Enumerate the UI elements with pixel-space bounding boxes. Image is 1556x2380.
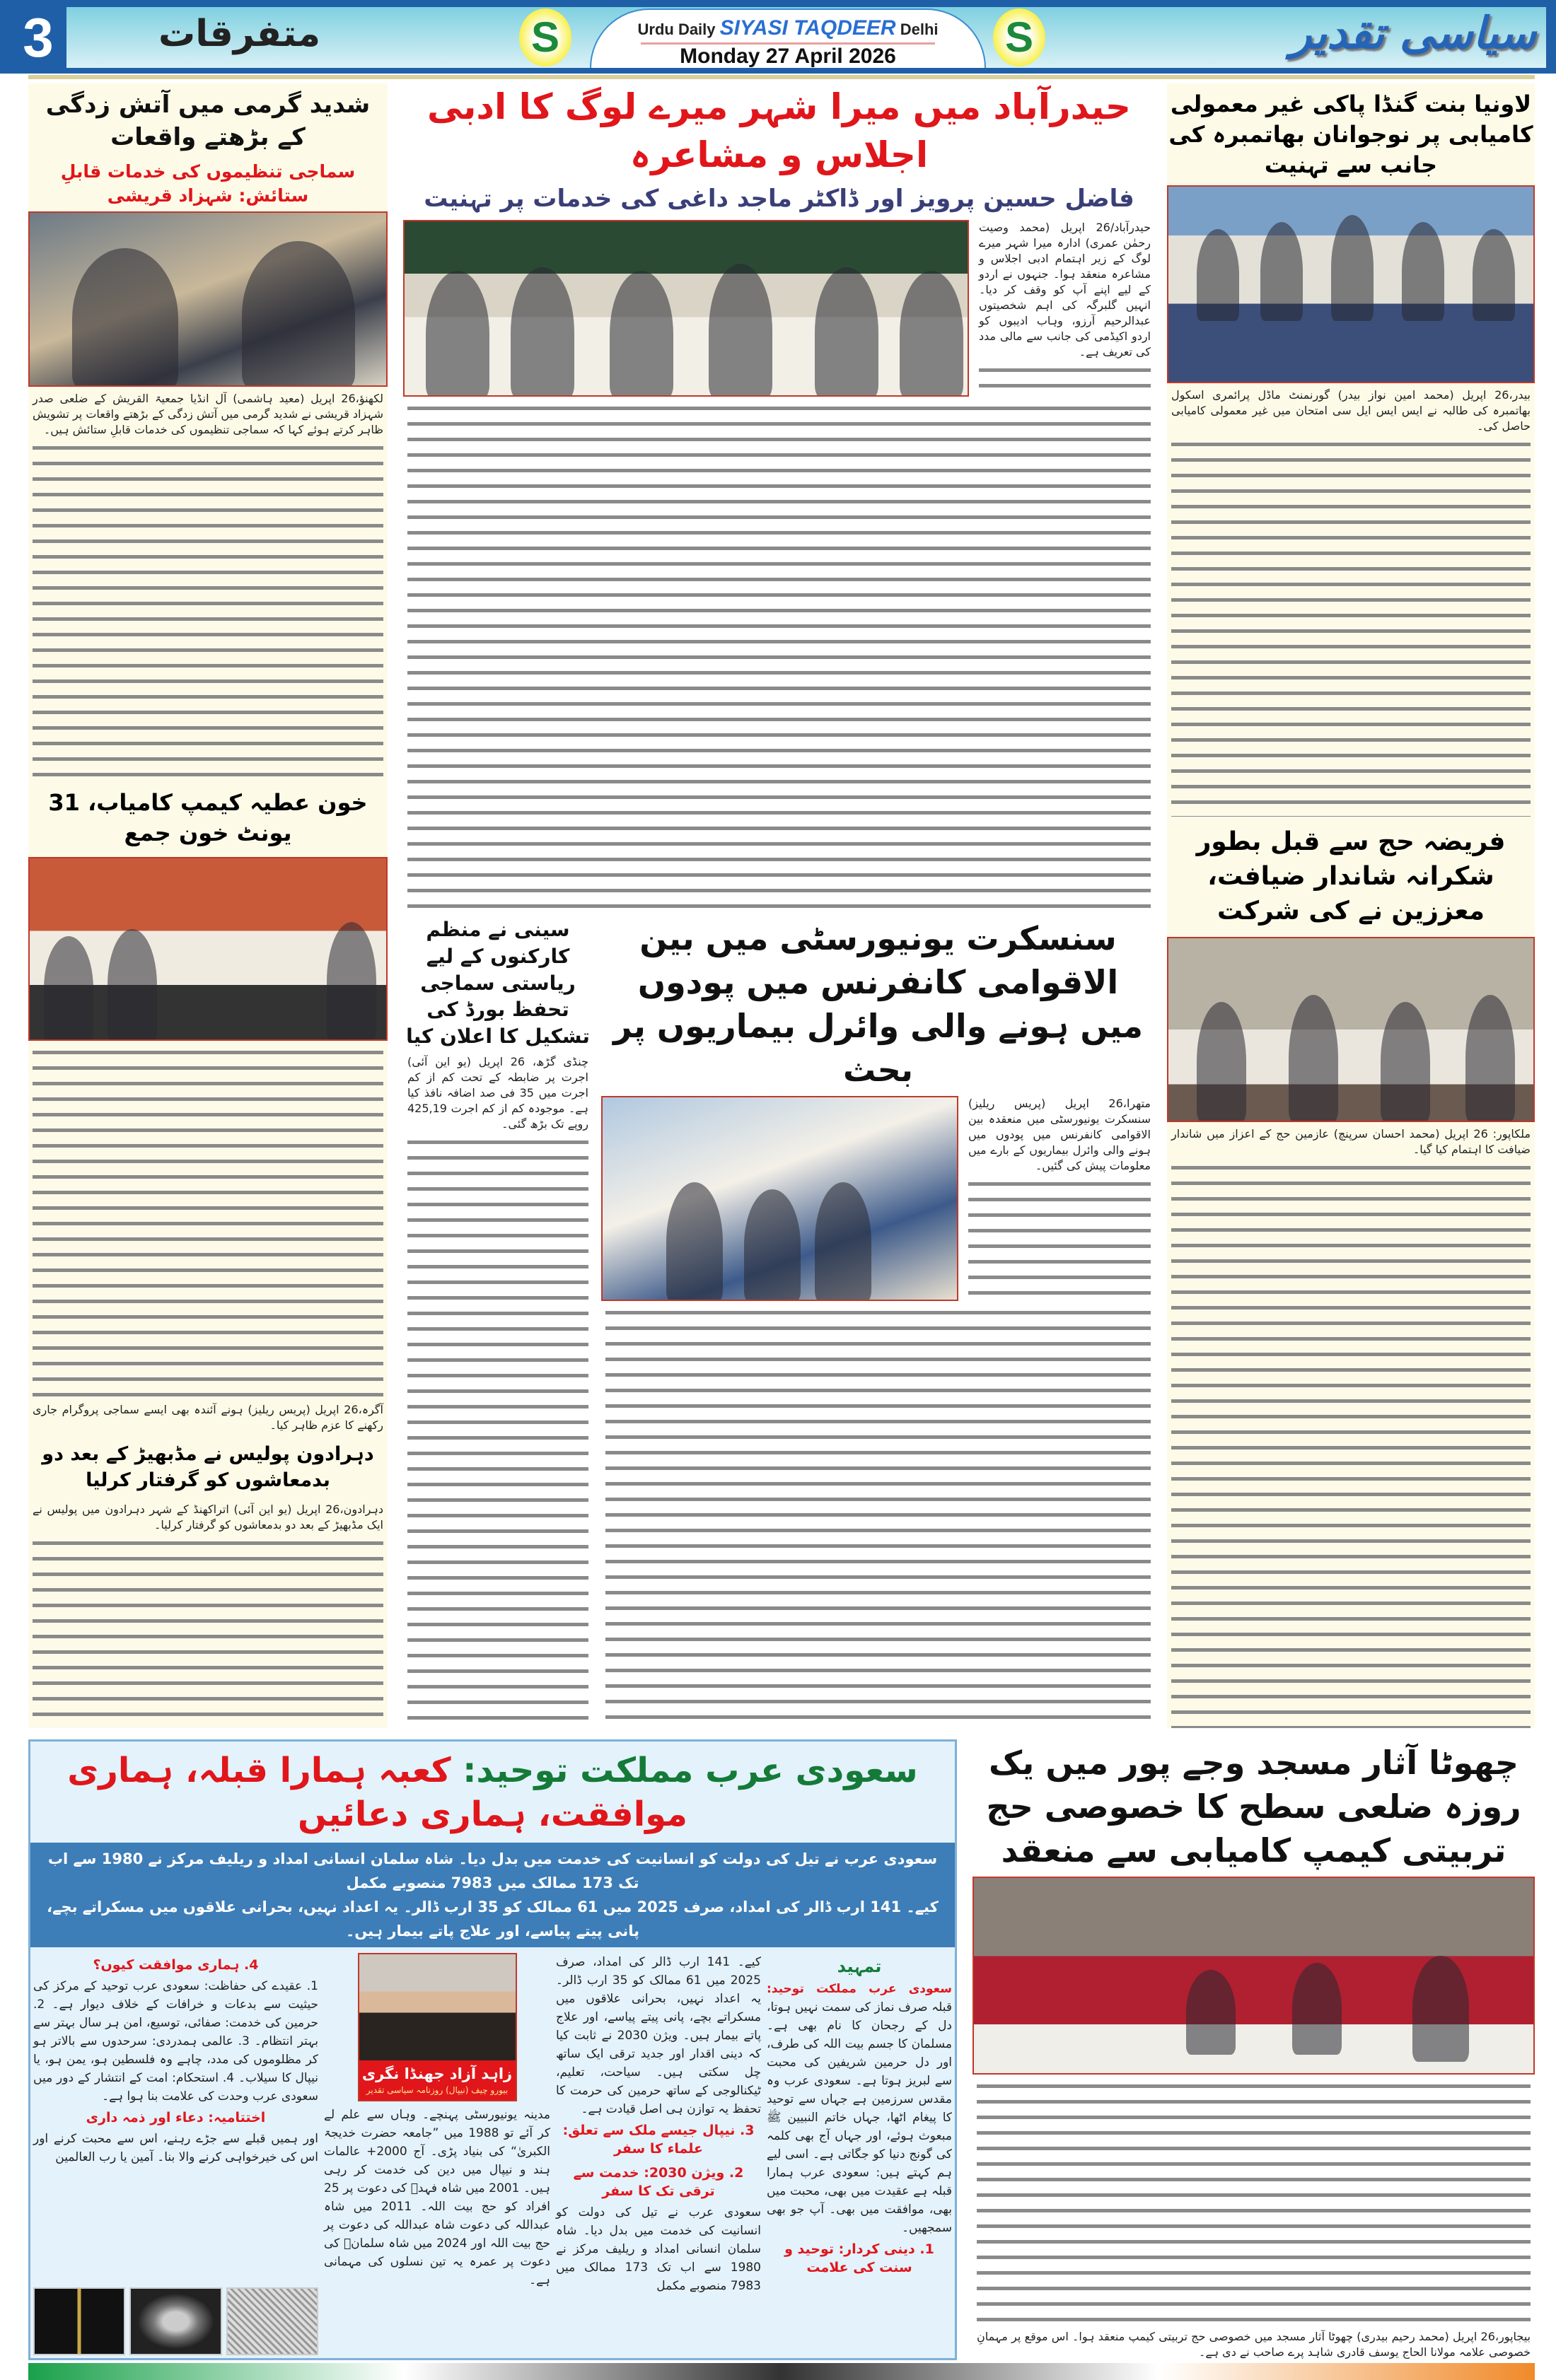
author-title: بیورو چیف (نیپال) روزنامہ سیاسی تقدیر	[366, 2084, 509, 2095]
article-photo-row	[601, 1096, 1155, 1301]
feature-column	[324, 1953, 550, 2355]
feature-summary-band	[30, 1843, 955, 1947]
feature-intro	[767, 1953, 952, 2355]
article-body	[1167, 1126, 1535, 1728]
feature-column	[556, 1953, 761, 2355]
article-headline: فریضہ حج سے قبل بطور شکرانہ شاندار ضیافت، معززین نے کی شرکت	[1196, 827, 1506, 926]
summary-line: سعودی عرب نے تیل کی دولت کو انسانیت کی خدمت میں بدل دیا۔ شاہ سلمان انسانی امداد و ریلیف مرکز نے 1980 سے اب تک 173 ممالک میں 7983 منصوبے مکمل	[47, 1850, 938, 1891]
masthead-bar	[0, 0, 1556, 74]
article-body	[28, 1045, 388, 1433]
right-column	[1167, 83, 1535, 1728]
tricolor-footer-bar	[28, 2363, 1535, 2380]
article-body	[403, 1054, 593, 1728]
body-text: بیدر،26 اپریل (محمد امین نواز بیدر) گورنمنٹ ماڈل پرائمری اسکول بھاتمبرہ کی طالبہ نے ایس ایس ایل سی امتحان میں غیر معمولی کامیابی حاصل کی۔	[1171, 387, 1531, 433]
body-text: لکھنؤ،26 اپریل (معید ہاشمی) آل انڈیا جمعیۃ القریش کے ضلعی صدر شہزاد قریشی نے شدید گرمی میں آتش زدگی کے بڑھتے واقعات پر تشویش ظاہر کرتے ہوئے کہا کہ سماجی تنظیموں کی خدمات قابلِ ستائش ہیں۔	[33, 392, 383, 437]
headline-part: سعودی عرب مملکت توحید:	[463, 1751, 918, 1790]
author-portrait	[359, 1954, 516, 2060]
body-text: دہرادون،26 اپریل (یو این آئی) اتراکھنڈ کے شہر دہرادون میں پولیس نے ایک مڈبھیڑ کے بعد دو بدمعاشوں کو گرفتار کرلیا۔	[33, 1503, 383, 1532]
article-headline: خون عطیہ کیمپ کامیاب، 31 یونٹ خون جمع	[48, 789, 368, 847]
masthead-logo: سیاسی تقدیر	[1290, 7, 1536, 59]
divider	[28, 75, 1535, 79]
body-text: مدینہ یونیورسٹی پہنچے۔ وہاں سے علم لے کر آئے تو 1988 میں ”جامعہ حضرت خدیجۃ الکبریٰ“ کی بنیاد پڑی۔ آج 2000+ عالمات ہند و نیپال میں دین کی خدمت کر رہی ہیں۔ 2001 میں شاہ فہدؒ کی دعوت پر 25 افراد کو حج بیت اللہ۔ 2011 میں شاہ عبداللہ کی دعوت شاہ عبداللہ کی دعوت پر حج بیت اللہ اور 2024 میں شاہ سلمانؒ کی دعوت پر عمرہ یہ تین نسلوں کی مہمانی ہے۔	[324, 2107, 550, 2287]
body-text: چنڈی گڑھ، 26 اپریل (یو این آئی) اجرت پر ضابطہ کے تحت کم از کم اجرت میں 35 فی صد اضافہ نافذ کیا ہے۔ موجودہ کم از کم اجرت 425,19 روپے تک بڑھ گئی۔	[407, 1054, 588, 1131]
section-title: 1. دینی کردار: توحید و سنت کی علامت	[784, 2241, 934, 2275]
body-text: ملکاپور: 26 اپریل (محمد احسان سرپنچ) عازمین حج کے اعزاز میں شاندار ضیافت کا اہتمام کیا گیا۔	[1171, 1127, 1531, 1157]
issue-date: Monday 27 April 2026	[641, 42, 935, 69]
paper-city: Delhi	[900, 21, 939, 38]
section-title: متفرقات	[158, 13, 321, 55]
section-title: 2. ویژن 2030: خدمت سے ترقی تک کا سفر	[573, 2164, 744, 2199]
feature-box	[28, 1739, 957, 2360]
article-photo	[1167, 937, 1535, 1122]
article-photo	[28, 857, 388, 1041]
body-text: حیدرآباد/26 اپریل (محمد وصیت رحمٰن عمری) ادارہ میرا شہر میرے لوگ کے زیر اہتمام ادبی اجلاس و مشاعرہ منعقد ہوا۔ جنہوں نے اردو کے لیے اپنے آپ کو وقف کر دیا۔ انہیں گلبرگہ کی اہم شخصیتوں عبدالرحیم آرزو، وہاب ادیبوں کو اردو اکیڈمی کی جانب سے مالی مدد کی تعریف ہے۔	[979, 220, 1151, 358]
main-photo	[403, 220, 969, 397]
article-body-columns	[601, 1305, 1155, 1728]
article-headline: دہرادون پولیس نے مڈبھیڑ کے بعد دو بدمعاشوں کو گرفتار کرلیا	[42, 1443, 374, 1491]
section-title: 3. نیپال جیسے ملک سے تعلق: علماء کا سفر	[562, 2122, 755, 2157]
body-text: 1. عقیدے کی حفاظت: سعودی عرب توحید کے مرکز کی حیثیت سے بدعات و خرافات کے خلاف دیوار ہے۔ 2. حرمین کی خدمت: صفائی، توسیع، امن ہر سال بہتر سے بہتر انتظام۔ 3. عالمی ہمدردی: سرحدوں سے بالاتر ہو کر مظلوموں کی مدد، چاہے وہ فلسطین ہو، یمن ہو، یا نیپال کا سیلاب۔ 4. استحکام: امت کے انتشار کے دور میں سعودی عرب وحدت کی علامت بنا ہوا ہے۔	[33, 1978, 318, 2104]
main-photo-row	[403, 220, 1155, 397]
body-text: آگرہ،26 اپریل (پریس ریلیز) ہونے آئندہ بھی ایسے سماجی پروگرام جاری رکھنے کا عزم ظاہر کیا۔	[33, 1403, 383, 1433]
author-name: زاہد آزاد جھنڈا نگری	[361, 2065, 513, 2082]
article-headline-block	[28, 83, 388, 207]
body-text: اور ہمیں قبلے سے جڑے رہنے، اس سے محبت کرنے اور اس کی خیرخواہی کرنے والا بنا۔ آمین یا رب العالمین	[33, 2131, 318, 2164]
page-number: 3	[10, 7, 66, 68]
masthead-inner	[10, 7, 1546, 68]
body-text: بیجاپور،26 اپریل (محمد رحیم بیدری) چھوٹا آثار مسجد میں خصوصی حج تربیتی کیمپ منعقد ہوا۔ اس موقع پر مہمانِ خصوصی علامہ مولانا الحاج یوسف قادری شاہد پرے صاحب نے دی ہے۔	[977, 2330, 1531, 2359]
article-subhead: سماجی تنظیموں کی خدمات قابلِ ستائش: شہزاد قریشی	[60, 161, 356, 206]
author-caption	[359, 2060, 516, 2100]
kaaba-door-photo	[33, 2287, 125, 2355]
article-photo	[1167, 185, 1535, 383]
article-headline: شدید گرمی میں آتش زدگی کے بڑھتے واقعات	[45, 91, 371, 151]
feature-headline	[30, 1742, 955, 1843]
black-stone-photo	[129, 2287, 221, 2355]
feature-column	[33, 1953, 318, 2355]
article-headline: چھوٹا آثار مسجد وجے پور میں یک روزہ ضلعی سطح کا خصوصی حج تربیتی کیمپ کامیابی سے منعقد	[986, 1744, 1521, 1870]
article-photo	[972, 1877, 1535, 2075]
headline-part: کعبہ ہمارا قبلہ، ہماری موافقت، ہماری دعائیں	[67, 1751, 687, 1835]
main-headline: حیدرآباد میں میرا شہر میرے لوگ کا ادبی اجلاس و مشاعرہ	[427, 86, 1131, 175]
article-photo	[28, 211, 388, 387]
kaaba-crowd-photo	[226, 2287, 318, 2355]
logo-icon: S	[993, 8, 1045, 66]
feature-columns	[30, 1947, 955, 2358]
author-photo	[358, 1953, 517, 2101]
body-text: سعودی عرب نے تیل کی دولت کو انسانیت کی خدمت میں بدل دیا۔ شاہ سلمان انسانی امداد و ریلیف مرکز نے 1980 سے اب تک 173 ممالک میں 7983 منصوبے مکمل	[556, 2205, 761, 2293]
body-text: کیے۔ 141 ارب ڈالر کی امداد، صرف 2025 میں 61 ممالک کو 35 ارب ڈالر۔ یہ اعداد نہیں، بحرانی علاقوں میں مسکراتے بچے، پانی پیتے پیاسے، اور علاج پاتے بیمار ہیں۔ ویژن 2030 نے ثابت کیا کہ دینی اقدار اور جدید ترقی ایک ساتھ چل سکتی ہیں۔ سیاحت، تعلیم، ٹیکنالوجی کے ساتھ حرمین کی حرمت کا تحفظ یہ توازن ہی اصل قیادت ہے۔	[556, 1954, 761, 2116]
body-text: قبلہ صرف نماز کی سمت نہیں ہوتا، دل کے رجحان کا نام بھی ہے۔ مسلمان کا جسم بیت اللہ کی طرف، اور دل حرمین شریفین کی محبت سے لبریز ہوتا ہے۔ سعودی عرب وہ مقدس سرزمین ہے جہاں سے توحید کا پیغام اٹھا، جہاں خاتم النبیین ﷺ مبعوث ہوئے، اور جہاں آج بھی کلمہ کی گونج دنیا کو جگاتی ہے۔ اسی لیے ہم کہتے ہیں: سعودی عرب ہمارا قبلہ ہے عقیدت میں بھی، محبت میں بھی، موافقت میں بھی۔ آپ جو بھی سمجھیں۔	[767, 2000, 952, 2235]
main-body-columns	[403, 401, 1155, 911]
center-top	[403, 83, 1155, 911]
feature-photos	[33, 2287, 318, 2355]
article-body	[964, 1096, 1155, 1301]
paper-name: SIYASI TAQDEER	[719, 16, 896, 40]
saini-column	[403, 916, 593, 1728]
paper-title-arch	[590, 8, 986, 68]
article-photo	[601, 1096, 958, 1301]
body-text: متھرا،26 اپریل (پریس ریلیز) سنسکرت یونیورسٹی میں منعقدہ بین الاقوامی کانفرنس میں پودوں میں ہونے والی وائرل بیماریوں کے بارے میں معلومات پیش کی گئیں۔	[968, 1097, 1151, 1173]
main-body-lead	[975, 220, 1155, 397]
article-headline: لاونیا بنت گنڈا پاکی غیر معمولی کامیابی پر نوجوانان بھاتمبرہ کی جانب سے تہنیت	[1168, 91, 1533, 179]
article-body	[972, 2079, 1535, 2360]
summary-line: کیے۔ 141 ارب ڈالر کی امداد، صرف 2025 میں 61 ممالک کو 35 ارب ڈالر۔ یہ اعداد نہیں، بحرانی علاقوں میں مسکراتے بچے، پانی پیتے پیاسے، اور علاج پاتے بیمار ہیں۔	[47, 1898, 939, 1939]
article-body	[1167, 387, 1535, 817]
main-subhead: فاضل حسین پرویز اور ڈاکٹر ماجد داغی کی خدمات پر تہنیت	[424, 185, 1134, 213]
hajj-camp-article	[972, 1741, 1535, 2360]
article-headline: سینی نے منظم کارکنوں کے لیے ریاستی سماجی تحفظ بورڈ کی تشکیل کا اعلان کیا	[406, 918, 590, 1049]
article-body	[28, 1502, 388, 1728]
section-title: اختتامیہ: دعاء اور ذمہ داری	[86, 2109, 266, 2125]
lead-in: سعودی عرب مملکت توحید:	[767, 1981, 952, 1996]
sanskrit-article	[601, 916, 1155, 1728]
left-column	[28, 83, 388, 1728]
article-headline: سنسکرت یونیورسٹی میں بین الاقوامی کانفرنس میں پودوں میں ہونے والی وائرل بیماریوں پر بحث	[613, 919, 1143, 1090]
section-title: 4. ہماری موافقت کیوں؟	[93, 1956, 259, 1973]
article-body	[28, 391, 388, 779]
section-title: تمہید	[837, 1956, 882, 1976]
paper-label: Urdu Daily	[637, 21, 716, 38]
logo-icon: S	[519, 8, 571, 66]
paper-name-line	[591, 16, 985, 42]
